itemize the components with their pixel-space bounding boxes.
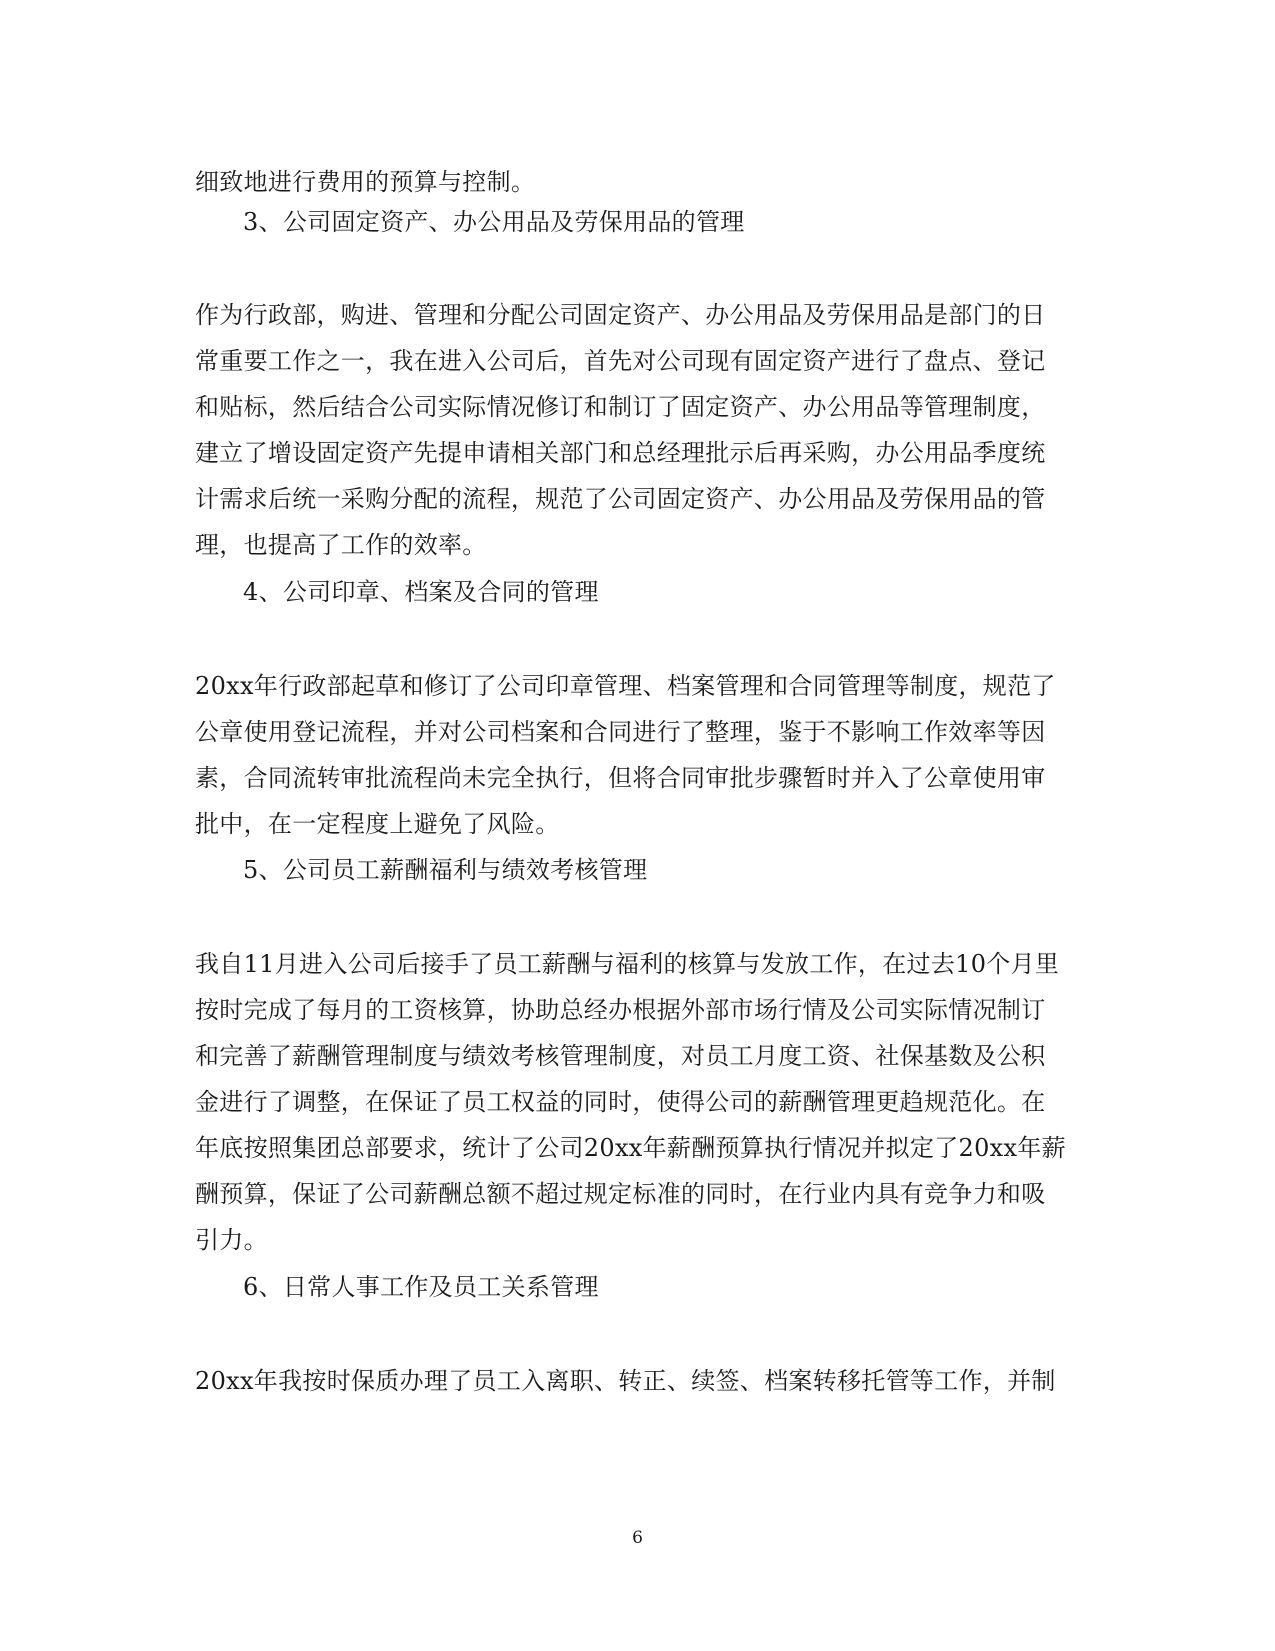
section-heading-3: 3、公司固定资产、办公用品及劳保用品的管理 — [243, 208, 745, 236]
paragraph-line: 酬预算，保证了公司薪酬总额不超过规定标准的同时，在行业内具有竞争力和吸 — [195, 1180, 1046, 1208]
paragraph-line: 和完善了薪酬管理制度与绩效考核管理制度，对员工月度工资、社保基数及公积 — [195, 1042, 1046, 1070]
paragraph-line: 金进行了调整，在保证了员工权益的同时，使得公司的薪酬管理更趋规范化。在 — [195, 1088, 1046, 1116]
paragraph-line: 公章使用登记流程，并对公司档案和合同进行了整理，鉴于不影响工作效率等因 — [195, 718, 1046, 746]
page-number: 6 — [632, 1528, 643, 1548]
section-heading-4: 4、公司印章、档案及合同的管理 — [243, 578, 599, 606]
paragraph-line: 细致地进行费用的预算与控制。 — [195, 168, 536, 196]
paragraph-line: 作为行政部，购进、管理和分配公司固定资产、办公用品及劳保用品是部门的日 — [195, 301, 1046, 329]
paragraph-line: 计需求后统一采购分配的流程，规范了公司固定资产、办公用品及劳保用品的管 — [195, 485, 1046, 513]
section-heading-6: 6、日常人事工作及员工关系管理 — [243, 1273, 599, 1301]
paragraph-line: 常重要工作之一，我在进入公司后，首先对公司现有固定资产进行了盘点、登记 — [195, 347, 1046, 375]
paragraph-line: 年底按照集团总部要求，统计了公司20xx年薪酬预算执行情况并拟定了20xx年薪 — [195, 1134, 1066, 1162]
paragraph-line: 我自11月进入公司后接手了员工薪酬与福利的核算与发放工作，在过去10个月里 — [195, 950, 1060, 978]
paragraph-line: 20xx年行政部起草和修订了公司印章管理、档案管理和合同管理等制度，规范了 — [195, 672, 1056, 700]
paragraph-line: 和贴标，然后结合公司实际情况修订和制订了固定资产、办公用品等管理制度， — [195, 393, 1046, 421]
paragraph-line: 引力。 — [195, 1226, 268, 1254]
paragraph-line: 批中，在一定程度上避免了风险。 — [195, 810, 560, 838]
paragraph-line: 建立了增设固定资产先提申请相关部门和总经理批示后再采购，办公用品季度统 — [195, 439, 1046, 467]
section-heading-5: 5、公司员工薪酬福利与绩效考核管理 — [243, 856, 648, 884]
paragraph-line: 20xx年我按时保质办理了员工入离职、转正、续签、档案转移托管等工作，并制 — [195, 1367, 1056, 1395]
paragraph-line: 按时完成了每月的工资核算，协助总经办根据外部市场行情及公司实际情况制订 — [195, 996, 1046, 1024]
paragraph-line: 素，合同流转审批流程尚未完全执行，但将合同审批步骤暂时并入了公章使用审 — [195, 764, 1046, 792]
paragraph-line: 理，也提高了工作的效率。 — [195, 531, 487, 559]
